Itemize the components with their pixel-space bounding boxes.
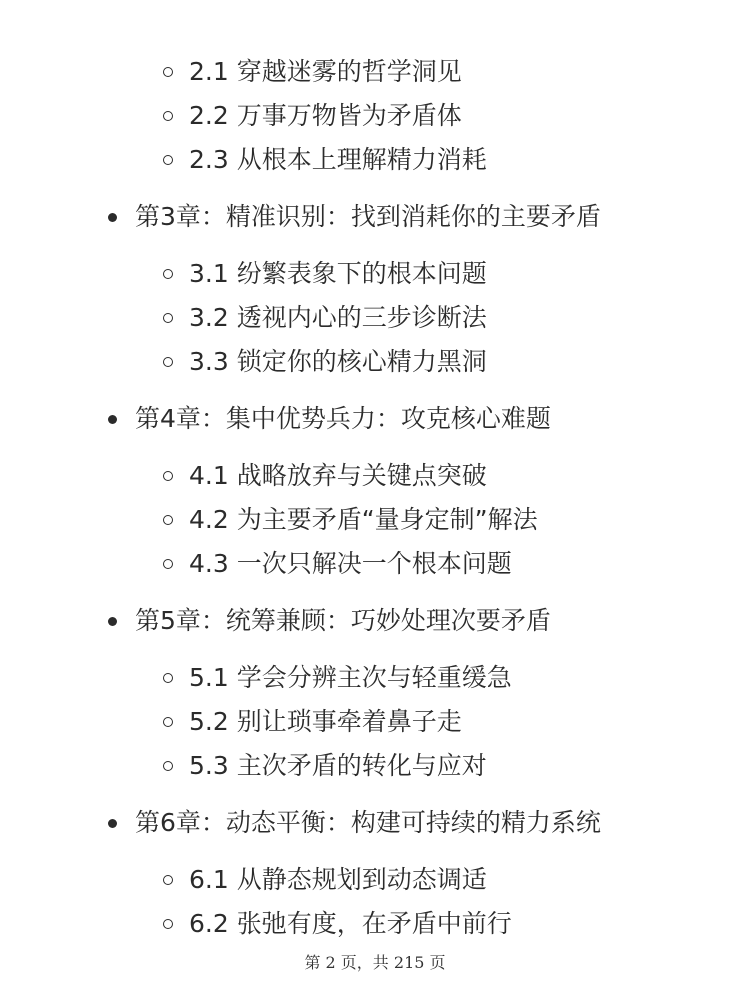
hollow-bullet-icon <box>163 269 173 279</box>
toc-chapter-item <box>108 403 551 435</box>
toc-section-item <box>163 346 487 378</box>
filled-bullet-icon <box>108 617 117 626</box>
hollow-bullet-icon <box>163 875 173 885</box>
hollow-bullet-icon <box>163 155 173 165</box>
toc-section-label: 2.3 从根本上理解精力消耗 <box>189 145 487 174</box>
toc-section-label: 3.1 纷繁表象下的根本问题 <box>189 259 487 288</box>
toc-chapter-item <box>108 201 601 233</box>
toc-section-label: 5.1 学会分辨主次与轻重缓急 <box>189 663 512 692</box>
toc-chapter-label: 第3章：精准识别：找到消耗你的主要矛盾 <box>135 202 601 231</box>
hollow-bullet-icon <box>163 673 173 683</box>
toc-section-label: 4.2 为主要矛盾“量身定制”解法 <box>189 505 538 534</box>
toc-section-label: 6.1 从静态规划到动态调适 <box>189 865 487 894</box>
toc-section-label: 3.3 锁定你的核心精力黑洞 <box>189 347 487 376</box>
filled-bullet-icon <box>108 819 117 828</box>
hollow-bullet-icon <box>163 559 173 569</box>
hollow-bullet-icon <box>163 515 173 525</box>
toc-chapter-label: 第4章：集中优势兵力：攻克核心难题 <box>135 404 551 433</box>
toc-section-item <box>163 706 462 738</box>
hollow-bullet-icon <box>163 471 173 481</box>
toc-section-item <box>163 864 487 896</box>
toc-section-label: 2.2 万事万物皆为矛盾体 <box>189 101 462 130</box>
toc-section-item <box>163 548 512 580</box>
toc-section-item <box>163 56 462 88</box>
toc-section-item <box>163 750 487 782</box>
filled-bullet-icon <box>108 415 117 424</box>
toc-section-item <box>163 144 487 176</box>
toc-section-label: 6.2 张弛有度，在矛盾中前行 <box>189 909 512 938</box>
hollow-bullet-icon <box>163 919 173 929</box>
toc-section-item <box>163 302 487 334</box>
toc-section-item <box>163 258 487 290</box>
page-number-footer: 第 2 页，共 215 页 <box>304 953 446 972</box>
hollow-bullet-icon <box>163 717 173 727</box>
hollow-bullet-icon <box>163 111 173 121</box>
hollow-bullet-icon <box>163 761 173 771</box>
toc-section-item <box>163 460 487 492</box>
toc-section-label: 5.3 主次矛盾的转化与应对 <box>189 751 487 780</box>
hollow-bullet-icon <box>163 313 173 323</box>
toc-section-item <box>163 504 538 536</box>
toc-section-label: 2.1 穿越迷雾的哲学洞见 <box>189 57 462 86</box>
toc-section-item <box>163 908 512 940</box>
toc-chapter-label: 第6章：动态平衡：构建可持续的精力系统 <box>135 808 601 837</box>
toc-section-label: 4.3 一次只解决一个根本问题 <box>189 549 512 578</box>
filled-bullet-icon <box>108 213 117 222</box>
toc-chapter-label: 第5章：统筹兼顾：巧妙处理次要矛盾 <box>135 606 551 635</box>
toc-section-item <box>163 100 462 132</box>
toc-section-label: 3.2 透视内心的三步诊断法 <box>189 303 487 332</box>
toc-section-item <box>163 662 512 694</box>
hollow-bullet-icon <box>163 357 173 367</box>
toc-section-label: 4.1 战略放弃与关键点突破 <box>189 461 487 490</box>
hollow-bullet-icon <box>163 67 173 77</box>
toc-chapter-item <box>108 807 601 839</box>
toc-section-label: 5.2 别让琐事牵着鼻子走 <box>189 707 462 736</box>
toc-chapter-item <box>108 605 551 637</box>
